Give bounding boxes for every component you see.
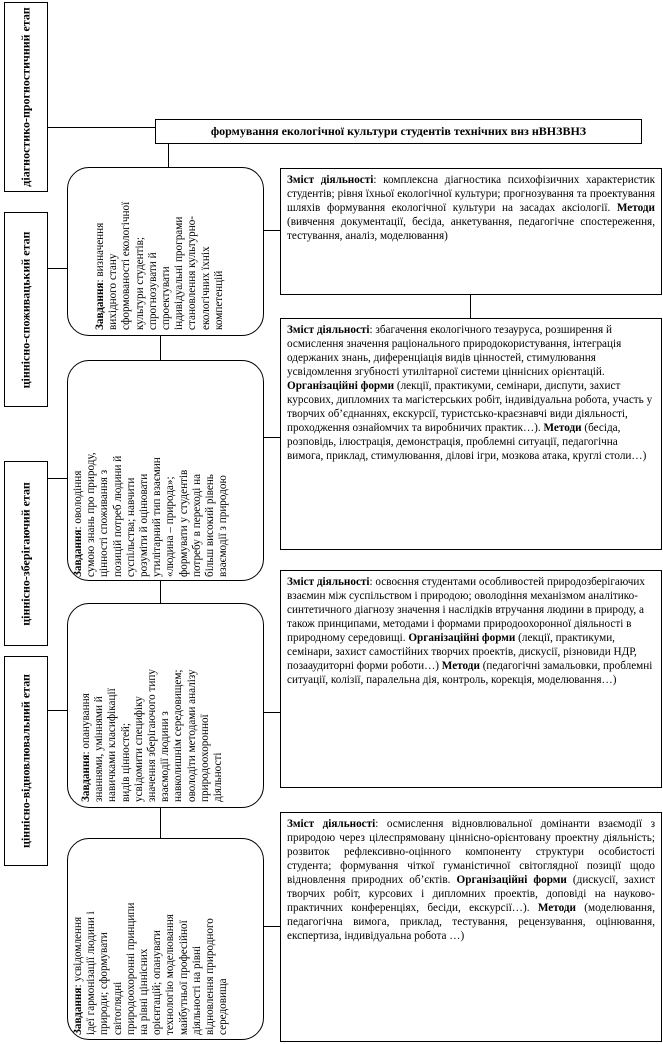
task-line: становлення культурно- [186,215,199,330]
content-heading: Методи [537,902,576,914]
task-line: компетенцій [212,270,225,330]
task-line: усвідомити специфіку [132,696,145,802]
task-lines [94,202,225,330]
task-line: розуміти й оцінювати [138,473,151,577]
task-line: сумою знань про природу, [85,452,98,577]
content-text: : осмислення відновлювальної домінанти взаємодії з природою через цілеспрямовану ціннісно-орієнтовану проектну діяльність; розвиток рефлексивно-оцінного компоненту структури особистості студента; формування чіткої гуманістичної світоглядної позиції щодо відновлення природних об’єктів. [287,818,655,886]
task-label: Завдання [94,282,106,330]
task-line: сформованості екологічної [120,201,133,330]
connector-stage4 [48,710,68,711]
task-line: світоглядні [111,981,124,1035]
stage-diagnostic [4,2,48,192]
connector-top [48,127,156,128]
content-text: (бесіда, розповідь, ілюстрація, демонстрація, проблемні ситуації, педагогічна вимога, приклад, стимулювання, ділові ігри, мозкова атака, круглі столи…) [287,422,647,462]
task-line: видів цінностей; [119,722,132,802]
task-line: взаємодії людини з [159,711,172,802]
task-line: природоохоронні принципи [124,902,137,1035]
connector-task1-task2 [160,336,161,360]
task-line: знаннями, уміннями й [93,696,106,802]
connector-task2-content2 [264,437,280,438]
content-heading: Зміст діяльності [287,174,374,186]
task-line: : опанування [80,693,92,755]
task-line: оволодіти методами аналізу [185,669,198,802]
content-heading: Методи [616,202,655,214]
task-text-4 [72,845,230,1035]
content-heading: Зміст діяльності [287,324,370,336]
content-heading: Зміст діяльності [287,576,370,588]
stage-restorative-label: ціннісно-відновлювальний етап [18,674,33,848]
connector-stage2 [48,268,68,269]
task-line: : усвідомлення [72,916,84,988]
task-box-2 [67,360,264,581]
task-line: формувати у студентів [177,469,190,577]
task-line: відновлення природного [204,918,217,1035]
task-line: суспільства; навчити [124,477,137,577]
task-line: утилітарний тип взаємин [151,457,164,577]
task-line: взаємодії з природою [217,475,230,577]
task-line: навичками класифікації [106,688,119,802]
task-box-4 [67,838,264,1040]
content-text-1 [287,173,655,243]
task-line: «людина – природа»; [164,476,177,577]
task-line: вихідного стану [107,253,120,330]
content-text: (моделювання, педагогічна вимога, приклад, тестування, рецензування, оцінювання, експертиза, індивідуальна робота …) [287,902,655,942]
content-heading: Методи [543,422,582,434]
stage-consumer-label: ціннісно-споживацький етап [18,231,33,388]
task-line: навколишнім середовищем; [172,669,185,802]
task-line: середовища [217,978,230,1035]
content-heading: Організаційні форми [287,380,395,392]
task-line: : визначення [94,222,106,283]
content-box-1 [280,168,662,295]
task-line: діяльності [212,752,225,802]
task-line: орієнтацій; опанувати [151,930,164,1035]
content-box-4 [280,812,662,1042]
task-lines [72,452,229,577]
connector-task1-content1 [264,230,280,231]
content-box-2 [280,318,662,550]
content-text: (лекції, практикуми, семінари, захист самостійних творчих проектів, дискусії, різновиди НДР, позааудиторні форми роботи…) [287,632,637,672]
task-line: : оволодіння [72,470,84,530]
task-lines [80,669,224,802]
content-heading: Організаційні форми [456,874,567,886]
stage-diagnostic-label: діагностико-прогностичний етап [18,7,33,187]
diagram-title: формування екологічної культури студентів технічних внз нВНЗВНЗ [155,119,642,144]
task-line: на рівні ціннісних [138,948,151,1035]
connector-content1-content2 [470,295,471,318]
task-line: ідеї гармонізації людини і [85,911,98,1035]
content-box-3 [280,570,662,788]
content-text: (вивчення документації, бесіда, анкетування, педагогічне спостереження, тестування, аналіз, моделювання) [287,216,655,242]
content-text: : освоєння студентами особливостей природозберігаючих взаємин між суспільством і природою; оволодіння механізмом аналітико-синтетичного діагнозу значення і наслідків втручання людини в природу, а також принципами, методами і формами природоохоронної діяльності в природному середовищі. [287,576,646,644]
task-line: індивідуальні програми [173,216,186,330]
task-line: спроектувати [160,266,173,330]
task-line: діяльності на рівні [190,945,203,1035]
task-line: екологічних їхніх [199,246,212,330]
task-line: спрогнозувати й [146,252,159,330]
connector-task4-content4 [264,926,280,927]
task-line: позицій потреб людини й [111,455,124,577]
content-text-4 [287,817,655,943]
task-text-1 [94,175,226,330]
connector-stage3 [48,478,68,479]
task-lines [72,903,229,1035]
content-text: (дискусії, захист творчих робіт, курсових і дипломних проектів, доповіді на науково-практичних конференціях, бесіди, екскурсії…). [287,874,656,914]
task-text-2 [72,367,230,577]
content-text: : комплексна діагностика психофізичних характеристик студентів; рівня їхньої екологічної культури; прогнозування та проектування шляхів формування екологічної культури на засадах аксіології. [287,174,656,214]
stage-preserving [4,461,48,646]
stage-restorative [4,656,48,866]
content-heading: Методи [441,660,480,672]
connector-task2-task3 [160,581,161,603]
content-text: (педагогічні замальовки, проблемні ситуації, колізії, паралельна дія, контроль, корекція, моделювання…) [287,660,653,686]
task-line: технологію моделювання [164,914,177,1035]
task-label: Завдання [80,754,92,802]
content-text-2 [287,323,655,463]
task-line: культури студентів; [133,237,146,330]
task-label: Завдання [72,529,84,577]
content-text: : збагачення екологічного тезауруса, розширення й осмислення значення раціонального природокористування, інтеграція одержаних знань, диференціація видів цінностей, стимулювання усвідомлення згубності утилітарної системи ціннісних орієнтацій. [287,324,622,378]
task-label: Завдання [72,987,84,1035]
content-text-3 [287,575,655,687]
task-box-1 [67,167,264,336]
content-heading: Організаційні форми [408,632,516,644]
task-line: майбутньої професійної [177,920,190,1035]
connector-task3-task4 [160,808,161,838]
task-line: більш високий рівень [204,474,217,577]
task-line: потребу в переході на [190,473,203,577]
stage-preserving-label: ціннісно-зберігаючий етап [18,481,33,626]
connector-title-down [168,144,169,168]
connector-task3-content3 [264,712,280,713]
task-line: цінності споживання з [98,469,111,577]
task-line: природи; сформувати [98,932,111,1035]
task-box-3 [67,603,264,808]
task-text-3 [80,612,225,802]
stage-consumer [4,212,48,407]
task-line: природоохоронної [198,714,211,802]
content-text: (лекції, практикуми, семінари, диспути, захист курсових, дипломних та магістерських робіт, індивідуальна робота, участь у творчих об’єднаннях, екскурсії, туристсько-краєзнавчі види діяльності, проходження ознайомчих та виробничих практик…). [287,380,653,434]
task-line: значення зберігаючого типу [146,669,159,802]
content-heading: Зміст діяльності [287,818,376,830]
